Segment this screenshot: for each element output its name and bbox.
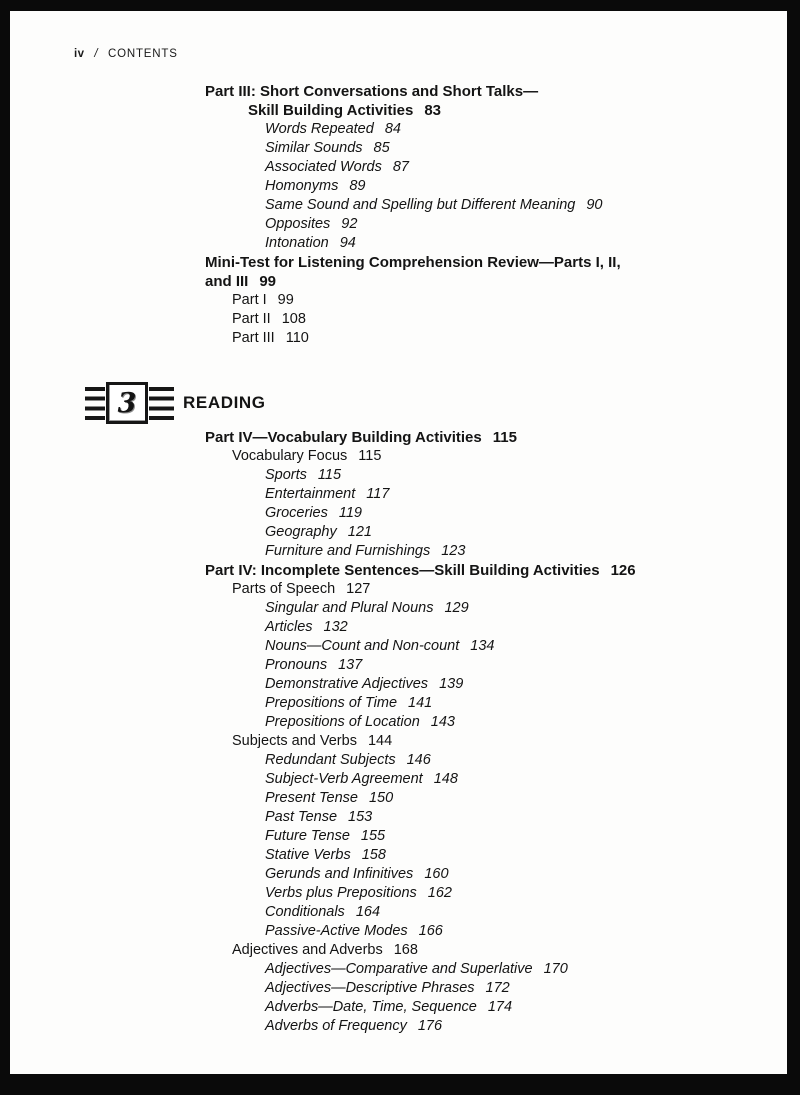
- toc-entry-page: 168: [393, 942, 418, 958]
- toc-entry-page: 99: [277, 292, 294, 308]
- toc-entry-label: Mini-Test for Listening Comprehension Review—Parts I, II,: [205, 254, 621, 271]
- toc-entry-page: 172: [485, 980, 510, 996]
- toc-entry: [232, 580, 787, 599]
- toc-entry-label: Redundant Subjects: [265, 752, 396, 768]
- toc-entry: [265, 960, 787, 979]
- page-number: iv: [74, 48, 85, 60]
- toc-entry-page: 166: [418, 923, 443, 939]
- toc-entry-label: Homonyms: [265, 178, 339, 194]
- toc-entry: [232, 732, 787, 751]
- toc-entry-label: Gerunds and Infinitives: [265, 866, 414, 882]
- toc-entry-page: 143: [430, 714, 455, 730]
- toc-entry-label: and III: [205, 273, 249, 290]
- toc-entry: [265, 922, 787, 941]
- toc-entry-page: 141: [408, 695, 433, 711]
- toc-entry-page: 83: [424, 102, 441, 119]
- toc-entry-page: 162: [427, 885, 452, 901]
- toc-entry: [265, 770, 787, 789]
- toc-entry: [265, 656, 787, 675]
- toc-entry-page: 134: [470, 638, 495, 654]
- toc-entry-label: Demonstrative Adjectives: [265, 676, 429, 692]
- toc-entry: [265, 523, 787, 542]
- toc-entry-label: Intonation: [265, 235, 329, 251]
- toc-entry-page: 108: [281, 311, 306, 327]
- toc-entry-label: Singular and Plural Nouns: [265, 600, 434, 616]
- toc-entry: [265, 196, 787, 215]
- toc-entry-label: Part III: Short Conversations and Short Talks—: [205, 83, 539, 100]
- toc-entry-label: Adverbs of Frequency: [265, 1018, 407, 1034]
- toc-entry-page: 84: [384, 121, 401, 137]
- toc-entry: [205, 253, 787, 272]
- chapter-marker: [85, 381, 787, 425]
- toc-entry: [265, 120, 787, 139]
- toc-entry-label: Adjectives—Comparative and Superlative: [265, 961, 533, 977]
- toc-entry-label: Furniture and Furnishings: [265, 543, 431, 559]
- toc-entry: [265, 998, 787, 1017]
- toc-entry-page: 115: [358, 448, 382, 464]
- book-page: [10, 11, 787, 1074]
- toc-entry-label: Subject-Verb Agreement: [265, 771, 423, 787]
- toc-entry-page: 99: [259, 273, 277, 290]
- toc-entry: [265, 504, 787, 523]
- toc-entry-page: 160: [424, 866, 449, 882]
- toc-entry-label: Part II: [232, 311, 271, 327]
- toc-entry-label: Present Tense: [265, 790, 358, 806]
- toc-entry: [205, 82, 787, 101]
- toc-entry-label: Part IV—Vocabulary Building Activities: [205, 429, 482, 446]
- toc-entry: [265, 694, 787, 713]
- toc-entry: [205, 561, 787, 580]
- chapter-number-box: [106, 382, 148, 424]
- toc-entry-page: 87: [392, 159, 409, 175]
- toc-entry-label: Adjectives—Descriptive Phrases: [265, 980, 475, 996]
- toc-entry-label: Same Sound and Spelling but Different Meaning: [265, 197, 576, 213]
- toc-entry-label: Groceries: [265, 505, 328, 521]
- toc-entry-page: 137: [338, 657, 363, 673]
- running-header: [74, 48, 787, 60]
- toc-entry: [265, 979, 787, 998]
- header-separator: /: [94, 48, 99, 60]
- toc-entry: [232, 941, 787, 960]
- toc-entry-page: 119: [338, 505, 362, 521]
- toc-entry-page: 148: [433, 771, 458, 787]
- toc-entry-label: Opposites: [265, 216, 331, 232]
- toc-entry: [265, 675, 787, 694]
- toc-entry: [265, 139, 787, 158]
- toc-entry-page: 121: [347, 524, 372, 540]
- toc-entry: [265, 713, 787, 732]
- toc-entry: [205, 428, 787, 447]
- toc-entry: [232, 310, 787, 329]
- toc-entry-page: 129: [444, 600, 469, 616]
- toc-entry: [205, 272, 787, 291]
- toc-entry-page: 158: [361, 847, 386, 863]
- toc-entry-label: Prepositions of Time: [265, 695, 398, 711]
- toc-entry-page: 164: [355, 904, 381, 920]
- toc-entry: [232, 291, 787, 310]
- toc-entry: [265, 466, 787, 485]
- toc-entry-label: Nouns—Count and Non-count: [265, 638, 460, 654]
- toc-entry: [265, 808, 787, 827]
- toc-entry-page: 89: [349, 178, 366, 194]
- chapter-title: READING: [183, 393, 266, 412]
- toc-entry: [265, 865, 787, 884]
- toc-entry-label: Vocabulary Focus: [232, 448, 348, 464]
- toc-entry: [265, 542, 787, 561]
- toc-entry-label: Prepositions of Location: [265, 714, 420, 730]
- toc-entry-page: 126: [610, 562, 636, 579]
- toc-entry: [265, 903, 787, 922]
- toc-entry-page: 123: [441, 543, 466, 559]
- chapter-number: 3: [117, 387, 137, 419]
- toc-entry-label: Geography: [265, 524, 337, 540]
- toc-entry-page: 153: [348, 809, 373, 825]
- toc-entry-label: Future Tense: [265, 828, 350, 844]
- toc-entry-page: 85: [373, 140, 390, 156]
- toc-entry: [265, 618, 787, 637]
- toc-entry: [265, 827, 787, 846]
- toc-entry-label: Part III: [232, 330, 275, 346]
- toc-entry: [232, 329, 787, 348]
- toc-entry-page: 110: [285, 330, 309, 346]
- toc-listening-section: [205, 82, 787, 348]
- toc-entry-label: Part I: [232, 292, 267, 308]
- toc-entry-label: Skill Building Activities: [248, 102, 414, 119]
- toc-entry-label: Similar Sounds: [265, 140, 363, 156]
- toc-entry-label: Subjects and Verbs: [232, 733, 357, 749]
- toc-entry-label: Adjectives and Adverbs: [232, 942, 383, 958]
- toc-entry-page: 146: [406, 752, 431, 768]
- toc-entry: [265, 846, 787, 865]
- toc-entry-label: Adverbs—Date, Time, Sequence: [265, 999, 477, 1015]
- toc-entry-label: Past Tense: [265, 809, 338, 825]
- toc-entry-page: 155: [360, 828, 386, 844]
- toc-entry-page: 117: [366, 486, 390, 502]
- toc-entry: [248, 101, 787, 120]
- toc-entry-page: 150: [368, 790, 394, 806]
- header-title: CONTENTS: [108, 48, 178, 60]
- toc-entry: [265, 177, 787, 196]
- toc-entry-label: Stative Verbs: [265, 847, 351, 863]
- toc-entry-label: Conditionals: [265, 904, 345, 920]
- toc-entry: [265, 884, 787, 903]
- toc-entry-label: Part IV: Incomplete Sentences—Skill Building Activities: [205, 562, 600, 579]
- toc-reading-section: [205, 428, 787, 1036]
- toc-entry-label: Sports: [265, 467, 307, 483]
- toc-entry-page: 176: [417, 1018, 443, 1034]
- toc-entry: [265, 215, 787, 234]
- toc-entry-label: Parts of Speech: [232, 581, 336, 597]
- toc-entry: [265, 485, 787, 504]
- decorative-lines-right-icon: [149, 387, 174, 420]
- toc-entry-page: 174: [487, 999, 513, 1015]
- toc-entry-page: 94: [339, 235, 356, 251]
- toc-entry-page: 139: [439, 676, 464, 692]
- toc-entry: [265, 158, 787, 177]
- toc-entry-page: 92: [341, 216, 358, 232]
- toc-entry-page: 115: [317, 467, 342, 483]
- toc-entry-page: 115: [492, 429, 517, 446]
- toc-entry: [265, 599, 787, 618]
- toc-entry: [265, 234, 787, 253]
- toc-entry: [265, 637, 787, 656]
- toc-entry-page: 144: [367, 733, 393, 749]
- toc-entry: [265, 751, 787, 770]
- toc-entry: [265, 789, 787, 808]
- toc-entry-label: Associated Words: [265, 159, 382, 175]
- toc-entry-label: Words Repeated: [265, 121, 374, 137]
- toc-entry: [265, 1017, 787, 1036]
- toc-entry-label: Entertainment: [265, 486, 356, 502]
- toc-entry-page: 132: [323, 619, 348, 635]
- toc-entry-label: Pronouns: [265, 657, 328, 673]
- decorative-lines-left-icon: [85, 387, 105, 420]
- toc-entry: [232, 447, 787, 466]
- toc-entry-label: Passive-Active Modes: [265, 923, 408, 939]
- toc-entry-page: 127: [346, 581, 371, 597]
- toc-entry-label: Articles: [265, 619, 313, 635]
- toc-entry-page: 170: [543, 961, 568, 977]
- toc-entry-label: Verbs plus Prepositions: [265, 885, 417, 901]
- toc-entry-page: 90: [586, 197, 603, 213]
